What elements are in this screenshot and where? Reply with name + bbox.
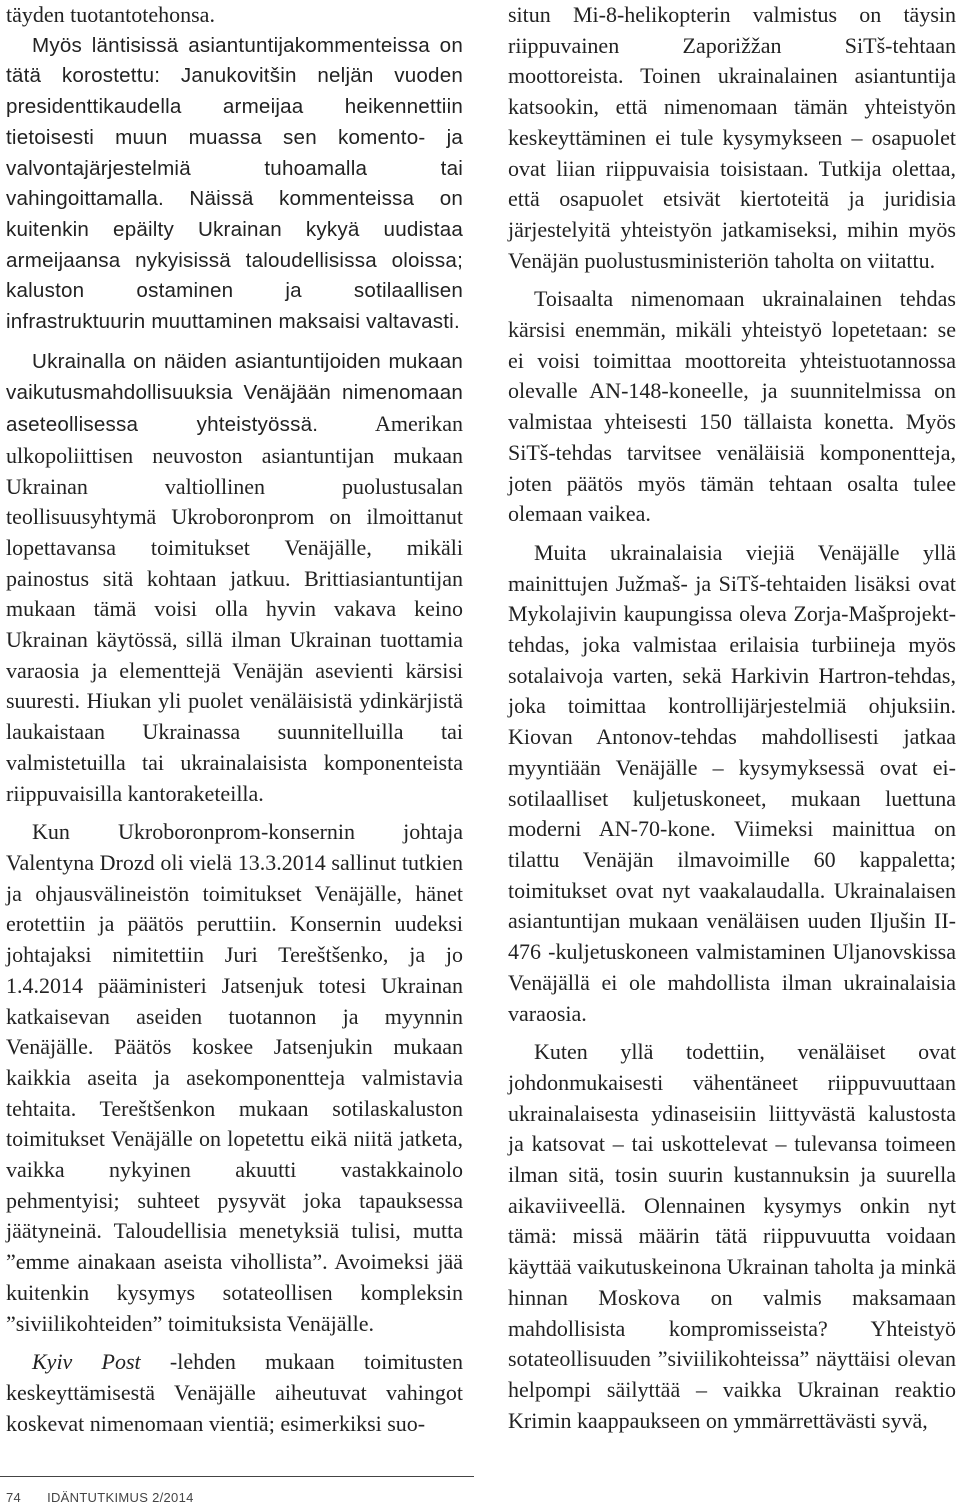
paragraph-exporters: Muita ukrainalaisia viejiä Venäjälle yllä mainittujen Južmaš- ja SiTš-tehtaiden lisäksi ovat Mykolajivin kaupungissa oleva Zorja-Mašprojekt-tehdas, joka valmistaa erilaisia turbiineja myös sotalaivoja varten, sekä Harkivin Hartron-tehdas, joka toimittaa kontrollijärjestelmiä ohjuksiin. Kiovan Antonov-tehdas mahdollisesti jatkaa myyntiään Venäjälle – kysymyksessä ovat ei-sotilaalliset kuljetuskoneet, mukaan luettuna moderni AN-70-kone. Viimeksi mainittua on tilattu Venäjän ilmavoimille 60 kappaletta; toimitukset ovat nyt vaakalaudalla. Ukrainalaisen asiantuntijan mukaan venäläisen uuden Iljušin II-476 -kuljetuskoneen valmistaminen Uljanovskissa Venäjällä ei ole mahdollista ilman ukrainalaisia varaosia. xyxy=(508,539,956,1026)
journal-name: IDÄNTUTKIMUS 2/2014 xyxy=(47,1490,194,1505)
publication-name: Kyiv Post xyxy=(32,1349,141,1375)
paragraph-dependency: Kuten yllä todettiin, venäläiset ovat johdonmukaisesti vähentäneet riippuvuuttaan ukrainalaisesta ydinaseisiin liittyvästä kalustosta ja katsovat – tai uskottelevat – tulevansa toimeen ilman sitä, tosin suurin kustannuksin ja suurella aikaviiveellä. Olennainen kysymys onkin nyt tämä: missä määrin tätä riippuvuutta voidaan käyttää vaikutuskeinona Ukrainan taholta ja minkä hinnan Moskova on valmis maksamaan mahdollisista kompromisseista? Yhteistyö sotateollisuuden ”siviilikohteissa” näyttäisi olevan helpompi säilyttää – vaikka Ukrainan reaktio Krimin kaappaukseen on ymmärrettävästi syvä, xyxy=(508,1039,956,1433)
left-column xyxy=(6,0,463,1439)
paragraph-influence xyxy=(6,346,463,810)
page-footer xyxy=(6,1490,194,1505)
paragraph-helicopter: situn Mi-8-helikopterin valmistus on täysin riippuvainen Zaporižžan SiTš-tehtaan moottoreista. Toinen ukrainalainen asiantuntija katsookin, että nimenomaan tämän yhteistyön keskeyttäminen ei tule kysymykseen – osapuolet ovat liian riippuvaisia toisistaan. Tutkija olettaa, että osapuolet etsivät kiertoteitä ja juridisia järjestelyitä yhteistyön jatkamiseksi, mihin myös Venäjän puolustusministeriön taholta on viitattu. xyxy=(508,2,956,273)
paragraph-continuation: täyden tuotantotehonsa. xyxy=(6,2,215,27)
paragraph-influence-lead: Ukrainalla on näiden asiantuntijoiden mukaan vaikutusmahdollisuuksia Venäjään nimenomaan aseteollisessa yhteistyössä. xyxy=(6,349,463,437)
paragraph-kyiv-post-body: -lehden mukaan toimitusten keskeyttämisestä Venäjälle aiheutuvat vahingot koskevat nimenomaan vientiä; esimerkiksi suo- xyxy=(6,1349,463,1436)
paragraph-influence-body: Amerikan ulkopoliittisen neuvoston asiantuntijan mukaan Ukrainan valtiollinen puolustusalan teollisuusyhtymä Ukroboronprom on ilmoittanut lopettavansa toimitukset Venäjälle, mikäli painostus sitä kohtaan jatkuu. Brittiasiantuntijan mukaan tämä voisi olla hyvin vakava keino Ukrainan käytössä, sillä ilman Ukrainan tuottamia varaosia ja elementtejä Venäjän asevienti kärsisi suuresti. Hiukan yli puolet venäläisistä ydinkärjistä laukaistaan Ukrainassa suunnitelluilla tai valmistetuilla tai ukrainalaisista komponenteista riippuvaisilla kantoraketeilla. xyxy=(6,411,463,806)
footer-divider xyxy=(0,1476,474,1477)
paragraph-ukroboronprom: Kun Ukroboronprom-konsernin johtaja Valentyna Drozd oli vielä 13.3.2014 sallinut tutkien ja ohjausvälineistön toimitukset Venäjälle, hänet erotettiin ja päätös peruttiin. Konsernin uudeksi johtajaksi nimitettiin Juri Tereštšenko, ja jo 1.4.2014 pääministeri Jatsenjuk totesi Ukrainan katkaisevan aseiden tuotannon ja myynnin Venäjälle. Päätös koskee Jatsenjukin mukaan kaikkia aseita ja asekomponentteja valmistavia tehtaita. Tereštšenkon mukaan sotilaskaluston toimitukset Venäjälle on lopetettu eikä niitä jatketa, vaikka nykyinen akuutti vastakkainolo pehmentyisi; suhteet pysyvät joka tapauksessa jäätyneinä. Taloudellisia menetyksiä tulisi, mutta ”emme ainakaan aseista vihollista”. Avoimeksi jää kuitenkin kysymys sotateollisen kompleksin ”siviilikohteiden” toimituksista Venäjälle. xyxy=(6,819,463,1336)
paragraph-kyiv-post xyxy=(6,1347,463,1439)
right-column xyxy=(508,0,956,1436)
paragraph-an148: Toisaalta nimenomaan ukrainalainen tehdas kärsisi enemmän, mikäli yhteistyö lopetetaan: se ei voisi toimittaa moottoreita yhteistuotannossa olevalle AN-148-koneelle, ja suunnitelmissa on valmistaa yhteisesti 150 tällaista konetta. Myös SiTš-tehdas tarvitsee venäläisiä komponentteja, joten päätös myös tämän tehtaan osalta tulee olemaan vaikea. xyxy=(508,286,956,527)
paragraph-expert-comments: Myös läntisissä asiantuntijakommenteissa on tätä korostettu: Janukovitšin neljän vuoden presidenttikaudella armeijaa heikennettiin tietoisesti muun muassa sen komento- ja valvontajärjestelmiä tuhoamalla tai vahingoittamalla. Näissä kommenteissa on kuitenkin epäilty Ukrainan kykyä uudistaa armeijaansa nykyisissä taloudellisissa oloissa; kaluston ostaminen ja sotilaallisen infrastruktuurin muuttaminen maksaisi valtavasti. xyxy=(6,33,463,334)
page-number: 74 xyxy=(6,1490,22,1505)
